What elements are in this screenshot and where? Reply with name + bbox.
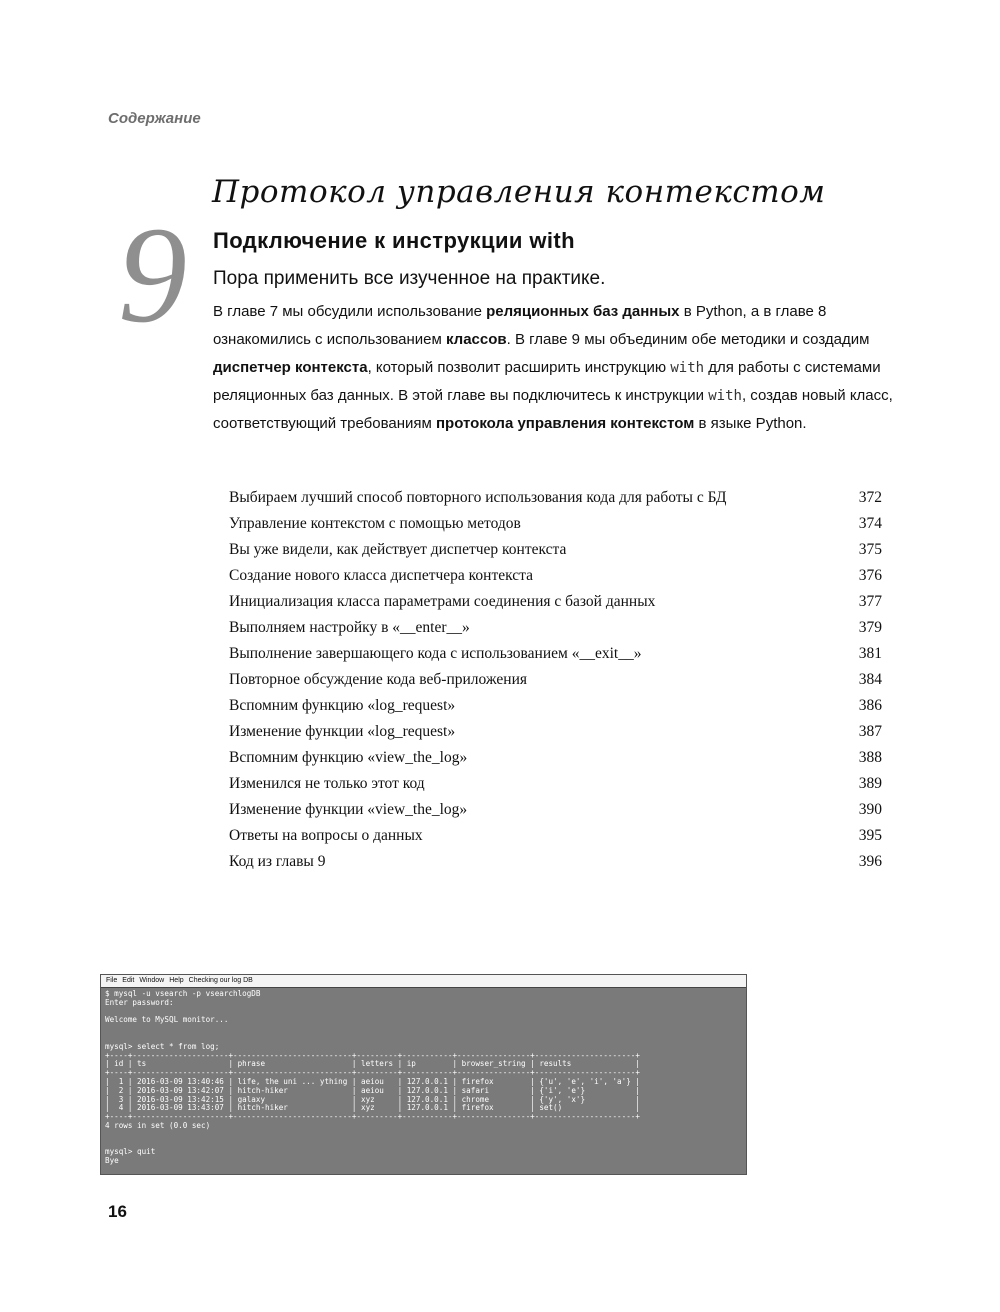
toc-entry-title: Изменение функции «log_request» [229, 723, 456, 740]
terminal-line: | 4 | 2016-03-09 13:43:07 | hitch-hiker | xyz | 127.0.0.1 | firefox | set() | [105, 1103, 640, 1113]
toc-entry-page: 395 [858, 827, 882, 844]
intro-bold: реляционных баз данных [486, 303, 680, 320]
intro-code: with [708, 388, 742, 404]
toc-entry-page: 389 [858, 775, 882, 792]
running-head: Содержание [108, 110, 201, 127]
toc-entry-page: 386 [858, 697, 882, 714]
terminal-line [105, 1140, 742, 1149]
terminal-line: Enter password: [105, 997, 174, 1007]
intro-text: В главе 7 мы обсудили использование [213, 303, 487, 320]
toc-entry-title: Ответы на вопросы о данных [229, 827, 423, 844]
chapter-title: Протокол управления контекстом [212, 174, 826, 210]
intro-text: , создав новый класс, соответствующий требованиям [213, 387, 893, 432]
toc-entry-title: Изменение функции «view_the_log» [229, 801, 468, 818]
toc-entry-title: Выбираем лучший способ повторного использования кода для работы с БД [229, 489, 727, 506]
toc-entry-page: 387 [858, 723, 882, 740]
menu-edit[interactable]: Edit [122, 977, 135, 984]
toc-entry-title: Выполнение завершающего кода с использованием «__exit__» [229, 645, 642, 662]
intro-text: в Python, а в главе 8 ознакомились с использованием [213, 303, 827, 348]
toc-entry[interactable] [229, 771, 882, 797]
toc-entry[interactable] [229, 563, 882, 589]
toc-entry-page: 388 [858, 749, 882, 766]
intro-text: в языке Python. [694, 415, 807, 432]
terminal-line: | id | ts | phrase | letters | ip | browser_string | results | [105, 1059, 640, 1069]
toc-entry[interactable] [229, 537, 882, 563]
menu-help[interactable]: Help [169, 977, 184, 984]
toc-entry-title: Код из главы 9 [229, 853, 326, 870]
toc-entry-page: 375 [858, 541, 882, 558]
toc-entry[interactable] [229, 693, 882, 719]
toc-entry-page: 377 [858, 593, 882, 610]
terminal-line: | 2 | 2016-03-09 13:42:07 | hitch-hiker | aeiou | 127.0.0.1 | safari | {'i', 'e'} | [105, 1085, 640, 1095]
toc-entry[interactable] [229, 745, 882, 771]
toc-entry-page: 384 [858, 671, 882, 688]
toc-entry-title: Повторное обсуждение кода веб-приложения [229, 671, 527, 688]
terminal-line: +----+---------------------+--------------------------+---------+-----------+----------------+----------------------+ [105, 1050, 640, 1060]
terminal-line: | 1 | 2016-03-09 13:40:46 | life, the uni ... ything | aeiou | 127.0.0.1 | firefox | {'u', 'e', 'i', 'a'} | [105, 1076, 640, 1086]
intro-text: для работы с системами реляционных баз данных. В этой главе вы подключитесь к инструкции [213, 359, 881, 404]
intro-text: . В главе 9 мы объединим обе методики и создадим [506, 331, 870, 348]
toc-entry[interactable] [229, 719, 882, 745]
terminal-line: | 3 | 2016-03-09 13:42:15 | galaxy | xyz | 127.0.0.1 | chrome | {'y', 'x'} | [105, 1094, 640, 1104]
toc-entry-title: Создание нового класса диспетчера контекста [229, 567, 533, 584]
terminal-line: mysql> quit [105, 1147, 156, 1157]
toc-entry[interactable] [229, 641, 882, 667]
toc-entry[interactable] [229, 485, 882, 511]
menu-window[interactable]: Window [139, 977, 165, 984]
chapter-tagline: Пора применить все изученное на практике. [213, 268, 606, 289]
toc-entry[interactable] [229, 615, 882, 641]
toc-entry-title: Вы уже видели, как действует диспетчер контекста [229, 541, 567, 558]
intro-code: with [670, 360, 705, 376]
toc-entry-page: 376 [858, 567, 882, 584]
toc-entry-page: 396 [858, 853, 882, 870]
toc-entry[interactable] [229, 667, 882, 693]
toc-entry[interactable] [229, 823, 882, 849]
intro-text: , который позволит расширить инструкцию [367, 359, 671, 376]
toc-entry[interactable] [229, 849, 882, 875]
toc-entry-page: 390 [858, 801, 882, 818]
toc-entry[interactable] [229, 589, 882, 615]
terminal-line: $ mysql -u vsearch -p vsearchlogDB [105, 989, 261, 998]
terminal-line: +----+---------------------+--------------------------+---------+-----------+----------------+----------------------+ [105, 1112, 640, 1122]
terminal-window [100, 974, 747, 1175]
terminal-line: 4 rows in set (0.0 sec) [105, 1120, 211, 1130]
toc-entry-page: 374 [858, 515, 882, 532]
intro-bold: классов [445, 331, 507, 348]
toc-entry-title: Выполняем настройку в «__enter__» [229, 619, 470, 636]
toc-entry-title: Инициализация класса параметрами соединения с базой данных [229, 593, 656, 610]
terminal-window-title: Checking our log DB [188, 977, 253, 984]
table-of-contents [229, 485, 882, 875]
terminal-output [101, 988, 746, 1168]
toc-entry-title: Вспомним функцию «view_the_log» [229, 749, 468, 766]
terminal-menu-bar [101, 975, 746, 988]
menu-file[interactable]: File [106, 977, 118, 984]
terminal-line [105, 1131, 742, 1140]
intro-bold: диспетчер контекста [213, 359, 368, 376]
toc-entry-page: 379 [858, 619, 882, 636]
page-number: 16 [108, 1202, 127, 1221]
toc-entry-title: Изменился не только этот код [229, 775, 425, 792]
intro-bold: протокола управления контекстом [436, 415, 695, 432]
terminal-line: mysql> select * from log; [105, 1041, 220, 1051]
toc-entry-page: 372 [858, 489, 882, 506]
toc-entry-title: Управление контекстом с помощью методов [229, 515, 521, 532]
terminal-line: Bye [105, 1156, 119, 1166]
terminal-line [105, 1025, 742, 1034]
toc-entry[interactable] [229, 797, 882, 823]
terminal-line: +----+---------------------+--------------------------+---------+-----------+----------------+----------------------+ [105, 1068, 640, 1078]
toc-entry-page: 381 [858, 645, 882, 662]
chapter-intro [213, 298, 893, 438]
terminal-line: Welcome to MySQL monitor... [105, 1015, 229, 1025]
toc-entry[interactable] [229, 511, 882, 537]
chapter-number: 9 [118, 198, 187, 351]
chapter-subtitle: Подключение к инструкции with [213, 228, 575, 253]
toc-entry-title: Вспомним функцию «log_request» [229, 697, 456, 714]
